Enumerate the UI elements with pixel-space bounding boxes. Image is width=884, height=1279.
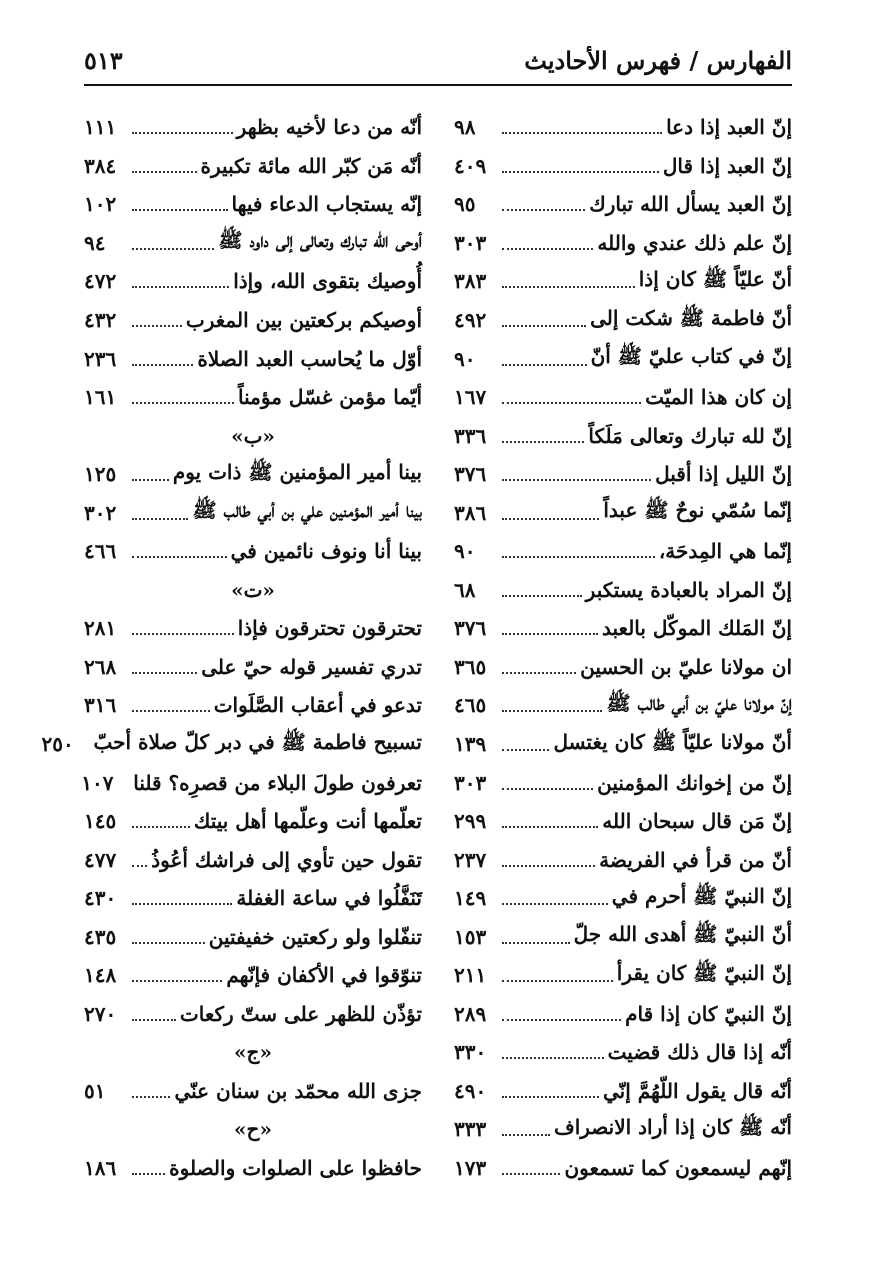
dot-leader [132, 865, 147, 867]
index-entry [454, 917, 792, 956]
hadith-incipit: أنّه ﷺ كان إذا أراد الانصراف [553, 1114, 792, 1139]
dot-leader [502, 441, 584, 443]
index-entry [454, 609, 792, 648]
hadith-incipit: تحترقون تحترقون فإذا [237, 616, 422, 641]
hadith-incipit: أوّل ما يُحاسب العبد الصلاة [197, 346, 422, 371]
index-entry [84, 995, 422, 1034]
hadith-incipit: أنّه مَن كبّر الله مائة تكبيرة [200, 153, 422, 178]
index-entry [454, 1033, 792, 1072]
entry-page-number: ٢٨١ [84, 616, 117, 641]
entry-page-number: ٦٨ [454, 577, 476, 602]
hadith-incipit: إنّه يستجاب الدعاء فيها [231, 192, 422, 217]
index-entry [84, 224, 422, 263]
index-entry [41, 725, 422, 764]
index-entry [454, 416, 792, 455]
dot-leader [502, 1019, 621, 1021]
hadith-incipit: إنّ في كتاب عليّ ﷺ أنّ [590, 344, 792, 369]
index-entry [84, 609, 422, 648]
entry-page-number: ١٦١ [84, 385, 117, 410]
section-letter: «ج» [234, 1040, 272, 1065]
hadith-incipit: إنّ المراد بالعبادة يستكبر [585, 577, 792, 602]
dot-leader [502, 633, 598, 635]
index-entry [454, 108, 792, 147]
dot-leader [502, 402, 641, 404]
index-entry [84, 917, 422, 956]
entry-page-number: ٣٣٠ [454, 1040, 487, 1065]
hadith-incipit: إنّ المَلك الموكّل بالعبد [602, 616, 792, 641]
index-entry [84, 378, 422, 417]
dot-leader [502, 865, 595, 867]
hadith-incipit: أوحى الله تبارك وتعالى إلى داود ﷺ [218, 228, 422, 253]
entry-page-number: ١٢٥ [84, 462, 117, 487]
hadith-incipit: إنّما هي المِدحَة، [658, 539, 792, 564]
hadith-incipit: أنّ فاطمة ﷺ شكت إلى [590, 305, 792, 330]
dot-leader [132, 518, 188, 520]
dot-leader [132, 1019, 176, 1021]
hadith-incipit: إنّ العبد يسأل الله تبارك [589, 192, 792, 217]
hadith-incipit: إنّ من إخوانك المؤمنين [597, 770, 792, 795]
dot-leader [132, 556, 227, 558]
entry-page-number: ٢٦٨ [84, 654, 117, 679]
hadith-incipit: تدعو في أعقاب الصَّلَوات [213, 693, 422, 718]
entry-page-number: ٩٥ [454, 192, 476, 217]
entry-page-number: ١٤٨ [84, 963, 117, 988]
hadith-incipit: ان مولانا عليّ بن الحسين [580, 654, 792, 679]
dot-leader [132, 980, 222, 982]
hadith-incipit: جزى الله محمّد بن سنان عنّي [174, 1078, 422, 1103]
index-entry [84, 262, 422, 301]
section-letter: «ب» [231, 423, 275, 448]
dot-leader [132, 903, 232, 905]
entry-page-number: ٤٠٩ [454, 153, 487, 178]
hadith-incipit: تعلّمها أنت وعلّمها أهل بيتك [193, 809, 422, 834]
entry-page-number: ٢٥٠ [41, 732, 74, 757]
dot-leader [502, 286, 635, 288]
entry-page-number: ٢٣٦ [84, 346, 117, 371]
entry-page-number: ٤٧٢ [84, 269, 117, 294]
entry-page-number: ٢٨٩ [454, 1001, 487, 1026]
entry-page-number: ٤٦٥ [454, 693, 487, 718]
entry-page-number: ١٥٣ [454, 924, 487, 949]
dot-leader [502, 710, 602, 712]
section-letter: «ح» [234, 1117, 272, 1142]
entry-page-number: ٣٠٢ [84, 500, 117, 525]
entry-page-number: ١٨٦ [84, 1156, 117, 1181]
dot-leader [132, 1173, 165, 1175]
dot-leader [132, 479, 169, 481]
hadith-incipit: بينا أنا ونوف نائمين في [230, 539, 422, 564]
page-header [84, 40, 792, 80]
hadith-incipit: تعرفون طولَ البلاء من قصرِه؟ قلنا [133, 770, 422, 795]
dot-leader [132, 132, 233, 134]
hadith-incipit: أنّ عليّاً ﷺ كان إذا [638, 266, 792, 291]
running-title: الفهارس / فهرس الأحاديث [524, 45, 792, 75]
index-entry [454, 879, 792, 918]
hadith-incipit: إنّ العبد إذا قال [662, 153, 792, 178]
dot-leader [502, 1173, 560, 1175]
section-letter: «ت» [231, 577, 275, 602]
hadith-incipit: أنّ مولانا عليّاً ﷺ كان يغتسل [553, 729, 792, 754]
dot-leader [502, 1134, 550, 1136]
hadith-incipit: إنّ النبيّ كان إذا قام [625, 1001, 792, 1026]
dot-leader [502, 749, 549, 751]
index-entry [454, 532, 792, 571]
entry-page-number: ١٧٣ [454, 1156, 487, 1181]
index-entry [454, 493, 792, 532]
entry-page-number: ٤٣٠ [84, 886, 117, 911]
entry-page-number: ٤٩٠ [454, 1078, 487, 1103]
hadith-incipit: إنّ مولانا عليّ بن أبي طالب ﷺ [606, 690, 792, 715]
hadith-incipit: تنوّقوا في الأكفان فإنّهم [226, 963, 422, 988]
dot-leader [132, 364, 193, 366]
entry-page-number: ١١١ [84, 115, 117, 140]
entry-page-number: ٣٣٦ [454, 423, 487, 448]
index-entry [81, 763, 422, 802]
index-entry [84, 339, 422, 378]
hadith-incipit: أنّ من قرأ في الفريضة [599, 847, 792, 872]
index-entry [454, 686, 792, 725]
index-entry [84, 1149, 422, 1188]
dot-leader [132, 826, 190, 828]
entry-page-number: ٣٨٤ [84, 153, 117, 178]
hadith-incipit: إنّ الليل إذا أقبل [655, 462, 792, 487]
dot-leader [502, 556, 655, 558]
index-entry [454, 455, 792, 494]
header-rule [84, 84, 792, 86]
hadith-incipit: إنّهم ليسمعون كما تسمعون [564, 1156, 792, 1181]
dot-leader [502, 1057, 604, 1059]
dot-leader [132, 1096, 170, 1098]
dot-leader [502, 788, 593, 790]
index-entry [454, 1149, 792, 1188]
index-entry [454, 648, 792, 687]
entry-page-number: ٥١ [84, 1078, 106, 1103]
dot-leader [132, 942, 205, 944]
hadith-incipit: أنّه من دعا لأخيه بظهر [236, 115, 422, 140]
entry-page-number: ٣٨٦ [454, 500, 487, 525]
page-number: ٥١٣ [84, 45, 123, 75]
entry-page-number: ١٤٥ [84, 809, 117, 834]
dot-leader [502, 325, 586, 327]
dot-leader [502, 248, 593, 250]
index-entry [454, 1110, 792, 1149]
dot-leader [132, 286, 229, 288]
entry-page-number: ٢٧٠ [84, 1001, 117, 1026]
dot-leader [502, 980, 613, 982]
dot-leader [502, 209, 585, 211]
index-entry [84, 956, 422, 995]
entry-page-number: ٤٣٥ [84, 924, 117, 949]
index-entry [454, 840, 792, 879]
hadith-incipit: حافظوا على الصلوات والصلوة [169, 1156, 422, 1181]
dot-leader [502, 903, 608, 905]
index-entry [84, 840, 422, 879]
hadith-incipit: إنّ النبيّ ﷺ كان يقرأ [616, 960, 792, 985]
index-entry [454, 185, 792, 224]
entry-page-number: ٤٩٢ [454, 308, 487, 332]
entry-page-number: ١٠٧ [81, 770, 114, 795]
index-entry [454, 995, 792, 1034]
index-entry [84, 108, 422, 147]
index-entry [84, 301, 422, 340]
index-entry [84, 686, 422, 725]
dot-leader [502, 1096, 599, 1098]
index-entry [454, 956, 792, 995]
dot-leader [132, 209, 228, 211]
dot-leader [132, 325, 182, 327]
dot-leader [502, 672, 576, 674]
entry-page-number: ٢١١ [454, 963, 487, 988]
dot-leader [132, 672, 197, 674]
hadith-incipit: أيّما مؤمن غسّل مؤمناً [238, 385, 422, 410]
index-entry [454, 339, 792, 378]
index-entry [84, 147, 422, 186]
index-entry [84, 879, 422, 918]
entry-page-number: ٤٣٢ [84, 308, 117, 332]
hadith-incipit: تسبيح فاطمة ﷺ في دبر كلّ صلاة أحبّ [93, 729, 422, 754]
dot-leader [502, 595, 582, 597]
index-entry [454, 301, 792, 340]
index-entry [84, 532, 422, 571]
dot-leader [502, 132, 662, 134]
dot-leader [502, 942, 570, 944]
dot-leader [502, 479, 651, 481]
dot-leader [132, 710, 210, 712]
hadith-incipit: تنفّلوا ولو ركعتين خفيفتين [208, 924, 422, 949]
index-entry [84, 648, 422, 687]
hadith-incipit: إنّ مَن قال سبحان الله [602, 809, 792, 834]
hadith-incipit: أنّ النبيّ ﷺ أهدى الله جلّ [573, 922, 792, 947]
entry-page-number: ١٤٩ [454, 886, 487, 911]
index-entry [84, 493, 422, 532]
index-entry [454, 802, 792, 841]
hadith-incipit: إنّ العبد إذا دعا [666, 115, 792, 140]
index-column-left [41, 108, 422, 1187]
index-entry [454, 224, 792, 263]
entry-page-number: ٣٨٣ [454, 269, 487, 294]
entry-page-number: ٣٧٦ [454, 462, 487, 487]
dot-leader [132, 248, 214, 250]
dot-leader [132, 171, 197, 173]
entry-page-number: ٢٩٩ [454, 809, 487, 834]
index-entry [84, 802, 422, 841]
dot-leader [502, 171, 659, 173]
index-entry [454, 378, 792, 417]
index-entry [454, 147, 792, 186]
entry-page-number: ٩٠ [454, 539, 476, 564]
hadith-incipit: تقول حين تأوي إلى فراشك أعُوذُ [151, 847, 422, 872]
hadith-incipit: أُوصيك بتقوى الله، وإذا [233, 269, 422, 294]
index-entry [454, 262, 792, 301]
index-entry [454, 571, 792, 610]
entry-page-number: ٩٨ [454, 115, 476, 140]
hadith-incipit: إنّ النبيّ ﷺ أحرم في [611, 883, 792, 908]
dot-leader [502, 518, 599, 520]
index-entry [454, 1072, 792, 1111]
entry-page-number: ٣٧٦ [454, 616, 487, 641]
hadith-incipit: إنّ علم ذلك عندي والله [597, 230, 792, 255]
entry-page-number: ٤٦٦ [84, 539, 117, 564]
entry-page-number: ٣٦٥ [454, 654, 487, 679]
dot-leader [502, 364, 587, 366]
hadith-incipit: إن كان هذا الميّت [645, 385, 792, 410]
index-entry [84, 455, 422, 494]
index-entry [84, 185, 422, 224]
entry-page-number: ٣١٦ [84, 693, 117, 718]
dot-leader [502, 826, 598, 828]
entry-page-number: ١٣٩ [454, 732, 487, 757]
dot-leader [132, 633, 234, 635]
index-entry [84, 1072, 422, 1111]
index-entry [454, 763, 792, 802]
hadith-incipit: تؤذّن للظهر على ستّ ركعات [179, 1001, 422, 1026]
entry-page-number: ١٠٢ [84, 192, 117, 217]
entry-page-number: ٤٧٧ [84, 847, 117, 872]
index-entry [454, 725, 792, 764]
hadith-incipit: أوصيكم بركعتين بين المغرب [185, 308, 422, 332]
entry-page-number: ٣٠٣ [454, 770, 487, 795]
index-column-right [454, 108, 792, 1187]
hadith-incipit: إنّ لله تبارك وتعالى مَلَكاً [588, 423, 792, 448]
hadith-incipit: أنّه قال يقول اللّهُمَّ إنّي [602, 1078, 792, 1103]
entry-page-number: ٢٣٧ [454, 847, 487, 872]
hadith-incipit: أنّه إذا قال ذلك قضيت [607, 1040, 792, 1065]
entry-page-number: ٣٠٣ [454, 230, 487, 255]
entry-page-number: ٣٣٣ [454, 1117, 487, 1142]
hadith-incipit: إنّما سُمّي نوحٌ ﷺ عبداً [603, 498, 792, 523]
hadith-incipit: تَنَفَّلُوا في ساعة الغفلة [236, 886, 422, 911]
dot-leader [132, 402, 234, 404]
hadith-incipit: تدري تفسير قوله حيّ على [201, 654, 422, 679]
entry-page-number: ٩٠ [454, 346, 476, 371]
hadith-incipit: بينا أمير المؤمنين ﷺ ذات يوم [172, 459, 422, 484]
entry-page-number: ٩٤ [84, 230, 106, 255]
entry-page-number: ١٦٧ [454, 385, 487, 410]
hadith-incipit: بينا أمير المؤمنين علي بن أبي طالب ﷺ [192, 498, 422, 523]
